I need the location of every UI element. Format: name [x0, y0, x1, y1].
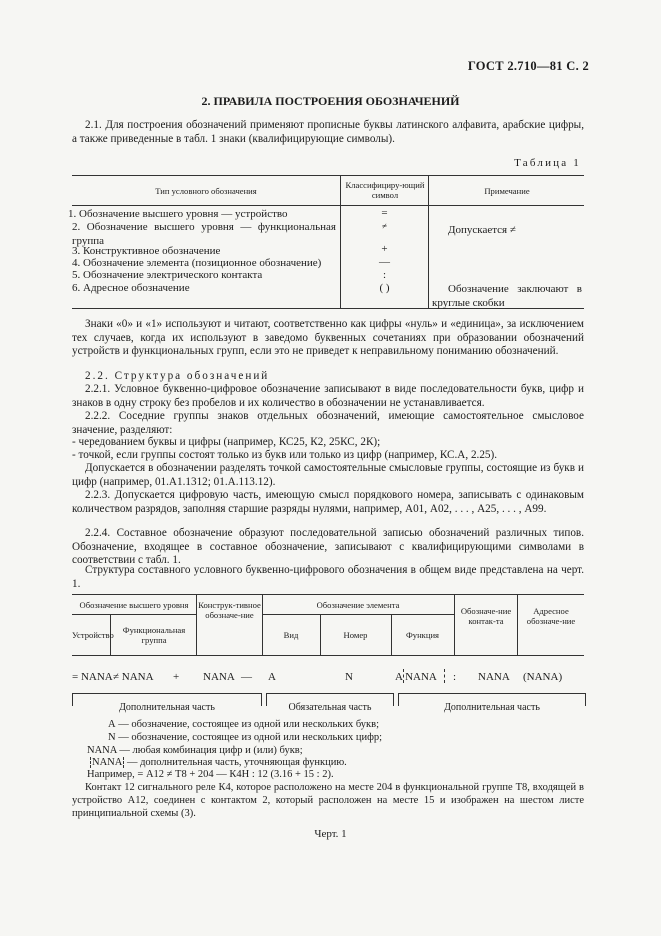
table-2-header-contact: Обозначе-ние контак-та	[460, 606, 512, 626]
figure-caption: Черт. 1	[314, 828, 347, 840]
table-1-cell-symbol: ( )	[379, 282, 390, 294]
value-func-group: ≠ NANA	[113, 671, 154, 683]
table-1-cell-type: 5. Обозначение электрического контакта	[72, 269, 263, 281]
paragraph-structure: Структура составного условного буквенно-цифрового обозначения в общем виде представлена на черт. 1.	[72, 564, 584, 590]
table-1-header-rule	[72, 205, 584, 206]
table-1-header-type: Тип условного обозначения	[155, 186, 257, 196]
table-1-cell-type: 6. Адресное обозначение	[72, 282, 190, 294]
table-1-cell-type: 4. Обозначение элемента (позиционное обозначение)	[72, 257, 322, 269]
dashed-marker	[403, 669, 404, 683]
table-2-header-function: Функция	[405, 630, 439, 640]
table-1-col-divider	[428, 175, 429, 308]
legend-contact-paragraph: Контакт 12 сигнального реле К4, которое расположено на месте 204 в функциональной группе Т8, входящей в устройство А12, соединен с контактом 2, который расположен на месте 15 и изображен на шестом листе принципиальной схемы (3).	[72, 782, 584, 819]
label-required-part: Обязательная часть	[288, 702, 372, 713]
table-1-cell-note: Допускается ≠	[448, 224, 516, 236]
paragraph-2-2-1: 2.2.1. Условное буквенно-цифровое обозначение записывают в виде последовательности букв, цифр и знаков в одну строку без пробелов и их количество в обозначении не устанавливается.	[72, 383, 584, 409]
table-1-header-symbol: Классифициру-ющий символ	[345, 180, 425, 200]
table-1-header-note: Примечание	[484, 186, 530, 196]
table-1-cell-type: 1. Обозначение высшего уровня — устройство	[68, 208, 288, 220]
table-2-header-constr: Конструк-тивное обозначе-ние	[198, 600, 261, 620]
table-2-header-number: Номер	[343, 630, 368, 640]
paragraph-2-2-3: 2.2.3. Допускается цифровую часть, имеющую смысл порядкового номера, записывать с одинаковым количеством разрядов, заполняя старшие разряды нулями, например, А01, А02, . . . , А25, . . . , А99.	[72, 489, 584, 515]
table-1-cell-type: 2. Обозначение высшего уровня — функциональная группа	[72, 221, 336, 247]
legend-nana: NANA — любая комбинация цифр и (или) букв;	[87, 745, 303, 756]
value-function: A NANA	[395, 671, 437, 683]
table-2-col-divider	[454, 594, 455, 655]
legend-example: Например, = А12 ≠ Т8 + 204 — К4Н : 12 (3.16 + 15 : 2).	[87, 769, 334, 780]
paragraph-signs: Знаки «0» и «1» используют и читают, соответственно как цифры «нуль» и «единица», за исключением тех случаев, когда их используют в заведомо буквенных сочетаниях при образовании обозначений устройств и функциональных групп, если это не приведет к неправильному пониманию обозначений.	[72, 318, 584, 358]
legend-nana-dashed-text: — дополнительная часть, уточняющая функцию.	[126, 757, 347, 768]
table-1-cell-symbol: —	[379, 256, 390, 268]
table-1-cell-symbol: :	[382, 269, 387, 281]
table-2-rule	[72, 614, 196, 615]
value-contact: NANA	[478, 671, 510, 683]
value-kind: A	[268, 671, 276, 683]
dashed-nana: NANA	[92, 757, 123, 768]
label-additional-part: Дополнительная часть	[119, 702, 215, 713]
value-constr: NANA	[203, 671, 235, 683]
table-2-header-address: Адресное обозначе-ние	[526, 606, 576, 626]
value-colon: :	[453, 671, 457, 683]
legend-n: N — обозначение, состоящее из одной или нескольких цифр;	[108, 732, 383, 743]
table-2-header-element: Обозначение элемента	[316, 600, 400, 610]
table-2-rule	[262, 614, 454, 615]
value-number: N	[345, 671, 353, 683]
table-1-top-rule	[72, 175, 584, 176]
table-1-cell-symbol: ≠	[382, 221, 387, 231]
table-2-header-func-group: Функциональная группа	[122, 625, 186, 645]
table-1-row	[72, 269, 336, 283]
table-2-header-rule	[72, 655, 584, 656]
table-2-header-top-level: Обозначение высшего уровня	[79, 600, 189, 610]
table-2-top-rule	[72, 594, 584, 595]
table-2-col-divider	[517, 594, 518, 655]
label-additional-part: Дополнительная часть	[444, 702, 540, 713]
value-device: = NANA	[72, 671, 113, 683]
table-1-cell-type: 3. Конструктивное обозначение	[72, 245, 221, 257]
table-2-header-kind: Вид	[283, 630, 299, 640]
standard-header: ГОСТ 2.710—81 С. 2	[467, 59, 589, 73]
dashed-marker	[444, 669, 445, 683]
table-1-cell-symbol: =	[381, 207, 388, 219]
paragraph-2-2-2: 2.2.2. Соседние группы знаков отдельных обозначений, имеющие самостоятельное смысловое значение, разделяют:	[72, 410, 584, 436]
table-1-row	[72, 282, 336, 296]
legend-nana-dashed	[90, 757, 347, 770]
table-1-cell-symbol: +	[381, 243, 388, 255]
legend-a: А — обозначение, состоящее из одной или нескольких букв;	[108, 719, 380, 730]
value-plus: +	[173, 671, 180, 683]
table-2-header-device: Устройство	[72, 630, 114, 640]
value-dash: —	[241, 671, 252, 683]
paragraph-2-2: 2.2. Структура обозначений	[85, 370, 270, 382]
list-item: - чередованием буквы и цифры (например, КС25, К2, 25КС, 2К);	[72, 436, 381, 448]
paragraph-2-1: 2.1. Для построения обозначений применяют прописные буквы латинского алфавита, арабские цифры, а также приведенные в табл. 1 знаки (квалифицирующие символы).	[72, 119, 584, 145]
list-item: - точкой, если группы состоят только из букв или только из цифр (например, КС.А, 2.25).	[72, 449, 498, 461]
section-title: 2. ПРАВИЛА ПОСТРОЕНИЯ ОБОЗНАЧЕНИЙ	[201, 94, 460, 108]
table-1-caption: Таблица 1	[514, 157, 581, 169]
table-1-cell-note: Обозначение заключают в круглые скобки	[432, 283, 582, 309]
paragraph-2-2-4: 2.2.4. Составное обозначение образуют последовательной записью обозначений различных типов. Обозначение, входящее в составное обозначение, записывают с квалифицирующими символами в соответствии с табл. 1.	[72, 527, 584, 567]
paragraph-allowed: Допускается в обозначении разделять точкой самостоятельные смысловые группы, состоящие из букв и цифр (например, 01.А1.1312; 01.А.113.12).	[72, 462, 584, 488]
value-address: (NANA)	[523, 671, 563, 683]
table-1-row	[68, 208, 336, 222]
